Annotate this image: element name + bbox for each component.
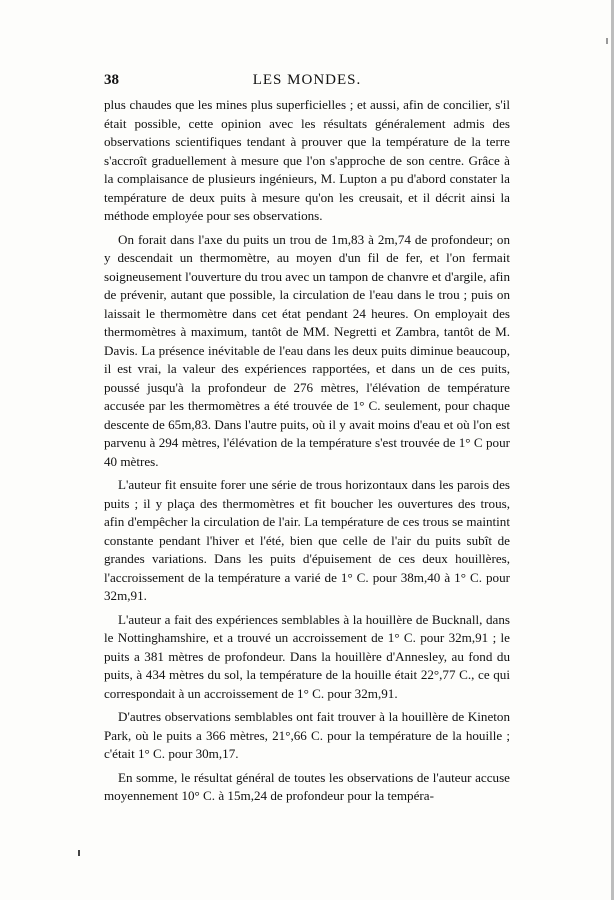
- paragraph-1: plus chaudes que les mines plus superficielles ; et aussi, afin de concilier, s'il était possible, cette opinion avec les résultats généralement admis des observations scientifiques tendant à prouver que la température de la terre s'accroît graduellement à mesure que l'on s'approche de son centre. Grâce à la complaisance de plusieurs ingénieurs, M. Lupton a pu d'abord constater la température de deux puits à mesure qu'on les creusait, et il décrit ainsi la méthode employée pour ses observations.: [104, 97, 510, 223]
- page-number: 38: [104, 72, 119, 88]
- paragraph-4: L'auteur a fait des expériences semblables à la houillère de Bucknall, dans le Nottinghamshire, et a trouvé un accroissement de 1° C. pour 32m,91 ; le puits a 381 mètres de profondeur. Dans la houillère d'Annesley, au fond du puits, à 434 mètres du sol, la température de la houille était 22°,77 C., ce qui correspondait à un accroissement de 1° C. pour 32m,91.: [104, 611, 510, 701]
- paragraph-3: L'auteur fit ensuite forer une série de trous horizontaux dans les parois des puits ; il y plaça des thermomètres et fit boucher les ouvertures des trous, afin d'empêcher la circulation de l'air. La température de ces trous se maintint constante pendant l'hiver et l'été, bien que celle de l'air du puits subît de grandes variations. Dans les puits d'épuisement de ces deux houillères, l'accroissement de la température a varié de 1° C. pour 38m,40 à 1° C. pour 32m,91.: [104, 477, 510, 603]
- page-header: [104, 72, 510, 92]
- paragraph-6: En somme, le résultat général de toutes les observations de l'auteur accuse moyennement 10° C. à 15m,24 de profondeur pour la tempéra-: [104, 769, 510, 803]
- paragraph-5: D'autres observations semblables ont fait trouver à la houillère de Kineton Park, où le puits a 366 mètres, 21°,66 C. pour la température de la houille ; c'était 1° C. pour 30m,17.: [104, 709, 510, 761]
- body-text: [104, 96, 510, 811]
- running-title: LES MONDES.: [252, 72, 362, 88]
- ink-speck: [78, 850, 80, 856]
- paragraph-2: On forait dans l'axe du puits un trou de 1m,83 à 2m,74 de profondeur; on y descendait un thermomètre, au moyen d'un fil de fer, et l'on fermait soigneusement l'ouverture du trou avec un tampon de chanvre et d'argile, afin de prévenir, autant que possible, la circulation de l'eau dans le trou ; puis on laissait le thermomètre dans cet état pendant 24 heures. On employait des thermomètres à maximum, tantôt de MM. Negretti et Zambra, tantôt de M. Davis. La présence inévitable de l'eau dans les deux puits diminue beaucoup, il est vrai, la valeur des expériences rapportées, et dans un de ces puits, poussé jusqu'à la profondeur de 276 mètres, l'élévation de température accusée par les thermomètres a été trouvée de 1° C. seulement, pour chaque descente de 65m,83. Dans l'autre puits, où il y avait moins d'eau et où l'on est parvenu à 294 mètres, l'élévation de la température s'est trouvée de 1° C pour 40 mètres.: [104, 231, 510, 469]
- edge-mark: [606, 38, 608, 44]
